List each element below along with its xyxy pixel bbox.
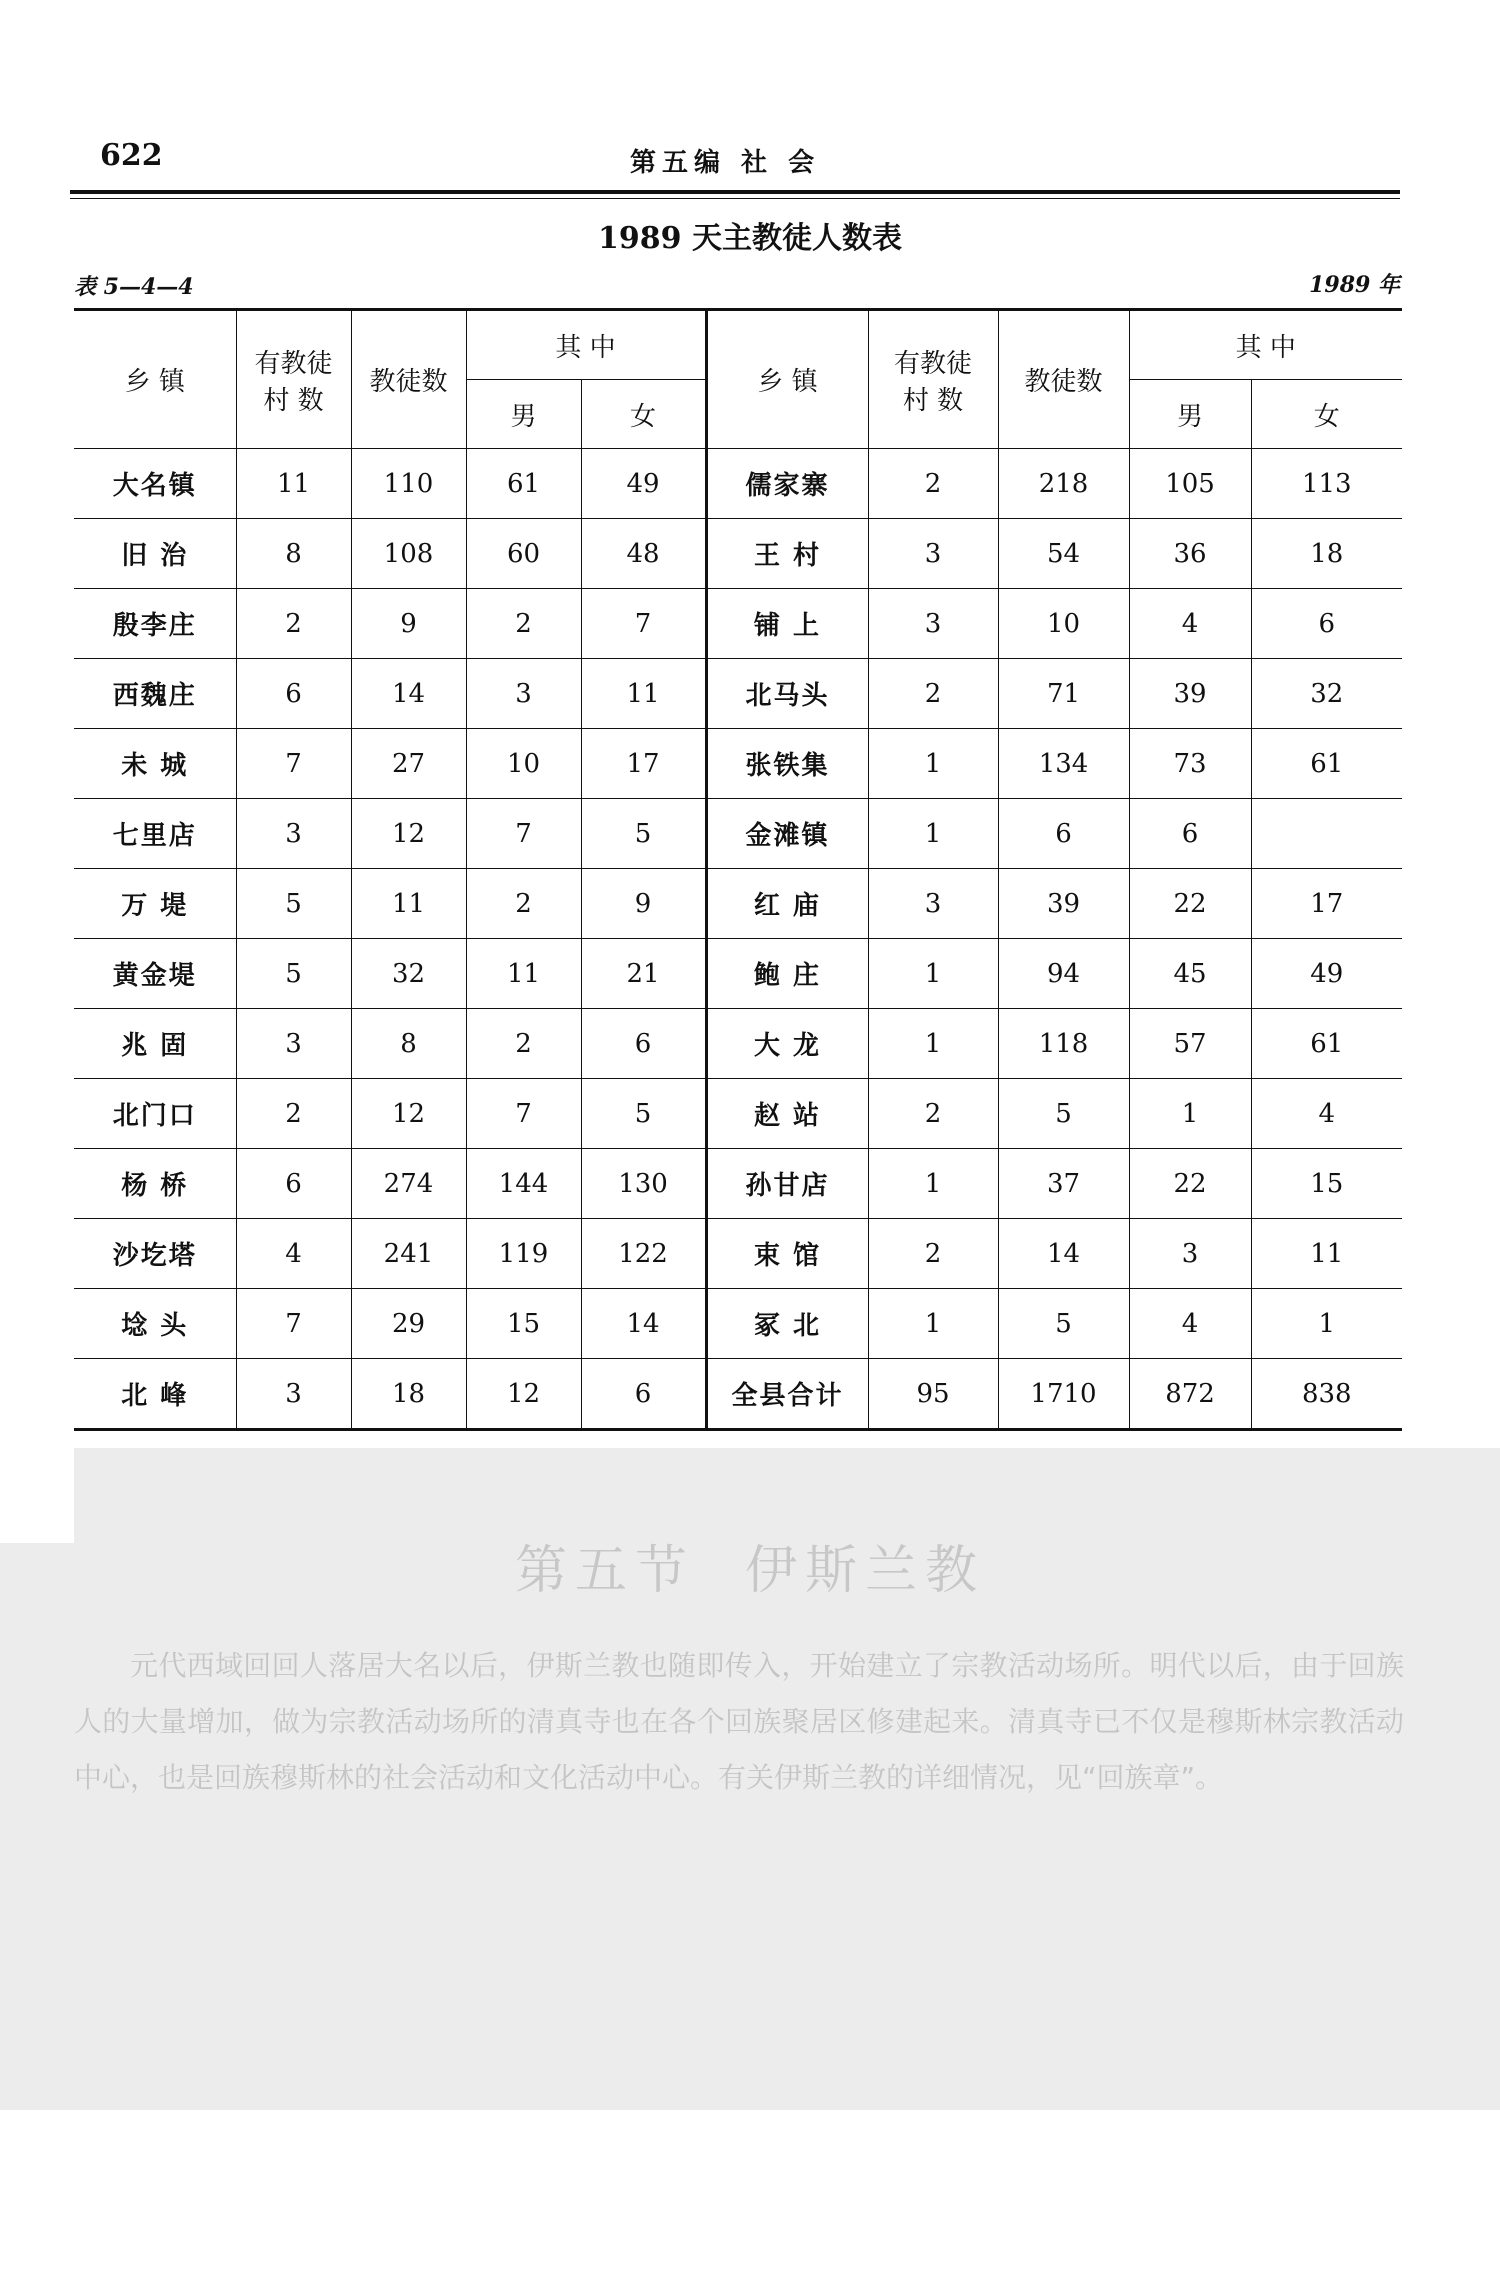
right-villages-cell: 2 [868,1079,998,1149]
left-male-cell: 10 [466,729,581,799]
right-female-cell: 838 [1251,1359,1402,1430]
left-male-cell: 61 [466,449,581,519]
left-believers-cell: 11 [351,869,466,939]
right-town-cell: 束 馆 [706,1219,868,1289]
right-believers-cell: 5 [998,1289,1129,1359]
table-row [74,1359,1402,1430]
table-row [74,799,1402,869]
left-female-cell: 5 [581,1079,706,1149]
right-male-cell: 3 [1129,1219,1251,1289]
right-believers-cell: 118 [998,1009,1129,1079]
header-rule-thin [70,198,1400,199]
catholic-population-table [74,308,1402,1431]
right-male-cell: 57 [1129,1009,1251,1079]
right-villages-cell: 2 [868,1219,998,1289]
right-female-cell: 49 [1251,939,1402,1009]
page-header [70,138,1400,188]
left-believers-cell: 32 [351,939,466,1009]
left-town-cell: 未 城 [74,729,236,799]
running-title: 第五编 社 会 [630,148,821,178]
table-title: 1989 天主教徒人数表 [598,221,902,256]
right-female-cell: 32 [1251,659,1402,729]
left-male-cell: 2 [466,589,581,659]
table-row [74,1219,1402,1289]
left-villages-cell: 6 [236,659,351,729]
table-year: 1989 年 [1309,272,1400,298]
table-row [74,869,1402,939]
header-female: 女 [581,380,706,449]
right-town-cell: 冢 北 [706,1289,868,1359]
left-villages-cell: 11 [236,449,351,519]
right-male-cell: 1 [1129,1079,1251,1149]
left-town-cell: 七里店 [74,799,236,869]
table-row [74,449,1402,519]
right-male-cell: 36 [1129,519,1251,589]
left-believers-cell: 14 [351,659,466,729]
right-villages-cell: 2 [868,449,998,519]
left-town-cell: 殷李庄 [74,589,236,659]
header-rule [70,190,1400,194]
right-villages-cell: 3 [868,869,998,939]
right-female-cell: 61 [1251,729,1402,799]
right-town-cell: 鲍 庄 [706,939,868,1009]
right-female-cell: 4 [1251,1079,1402,1149]
right-town-cell: 王 村 [706,519,868,589]
right-town-cell: 张铁集 [706,729,868,799]
left-female-cell: 6 [581,1359,706,1430]
header-town: 乡 镇 [74,310,236,449]
header-of-which: 其 中 [1129,310,1402,380]
header-villages-line2: 村 数 [263,385,324,416]
right-town-cell: 赵 站 [706,1079,868,1149]
table-row [74,659,1402,729]
table-row [74,589,1402,659]
left-believers-cell: 110 [351,449,466,519]
left-believers-cell: 27 [351,729,466,799]
left-believers-cell: 241 [351,1219,466,1289]
right-believers-cell: 37 [998,1149,1129,1219]
right-believers-cell: 5 [998,1079,1129,1149]
table-row [74,1009,1402,1079]
right-believers-cell: 71 [998,659,1129,729]
left-villages-cell: 6 [236,1149,351,1219]
header-male: 男 [1129,380,1251,449]
right-villages-cell: 3 [868,519,998,589]
right-female-cell: 18 [1251,519,1402,589]
right-villages-cell: 95 [868,1359,998,1430]
right-believers-cell: 54 [998,519,1129,589]
left-female-cell: 5 [581,799,706,869]
right-villages-cell: 1 [868,1289,998,1359]
header-villages-line2: 村 数 [902,385,964,416]
right-town-cell: 儒家寨 [706,449,868,519]
right-female-cell: 15 [1251,1149,1402,1219]
header-villages [236,310,351,449]
left-town-cell: 西魏庄 [74,659,236,729]
left-male-cell: 2 [466,869,581,939]
right-male-cell: 22 [1129,1149,1251,1219]
left-female-cell: 48 [581,519,706,589]
right-villages-cell: 1 [868,729,998,799]
table-row [74,1289,1402,1359]
left-male-cell: 144 [466,1149,581,1219]
header-female: 女 [1251,380,1402,449]
header-town: 乡 镇 [706,310,868,449]
left-believers-cell: 8 [351,1009,466,1079]
right-male-cell: 872 [1129,1359,1251,1430]
left-town-cell: 万 堤 [74,869,236,939]
left-male-cell: 119 [466,1219,581,1289]
left-town-cell: 埝 头 [74,1289,236,1359]
left-male-cell: 12 [466,1359,581,1430]
header-villages-line1: 有教徒 [254,348,333,379]
header-believers: 教徒数 [998,310,1129,449]
left-male-cell: 60 [466,519,581,589]
header-male: 男 [466,380,581,449]
left-believers-cell: 274 [351,1149,466,1219]
left-town-cell: 黄金堤 [74,939,236,1009]
left-villages-cell: 7 [236,729,351,799]
left-town-cell: 杨 桥 [74,1149,236,1219]
right-believers-cell: 218 [998,449,1129,519]
right-male-cell: 4 [1129,589,1251,659]
right-believers-cell: 10 [998,589,1129,659]
right-female-cell: 1 [1251,1289,1402,1359]
right-villages-cell: 1 [868,799,998,869]
left-female-cell: 9 [581,869,706,939]
left-villages-cell: 7 [236,1289,351,1359]
left-town-cell: 北 峰 [74,1359,236,1430]
right-town-cell: 北马头 [706,659,868,729]
left-villages-cell: 3 [236,799,351,869]
table-body [74,449,1402,1430]
header-villages-line1: 有教徒 [894,348,973,379]
left-believers-cell: 12 [351,799,466,869]
left-female-cell: 122 [581,1219,706,1289]
right-believers-cell: 134 [998,729,1129,799]
table-row [74,1149,1402,1219]
left-female-cell: 17 [581,729,706,799]
left-believers-cell: 108 [351,519,466,589]
section-heading [0,1528,1500,1603]
right-believers-cell: 1710 [998,1359,1129,1430]
right-male-cell: 39 [1129,659,1251,729]
header-of-which: 其 中 [466,310,706,380]
section-body-paragraph: 元代西域回回人落居大名以后，伊斯兰教也随即传入，开始建立了宗教活动场所。明代以后，由于回族人的大量增加，做为宗教活动场所的清真寺也在各个回族聚居区修建起来。清真寺已不仅是穆斯林宗教活动中心，也是回族穆斯林的社会活动和文化活动中心。有关伊斯兰教的详细情况，见“回族章”。 [74,1649,1404,1794]
faded-section-background-left [0,1543,74,2110]
section-heading-number: 第五节 [514,1541,695,1601]
left-female-cell: 6 [581,1009,706,1079]
table-row [74,519,1402,589]
left-town-cell: 大名镇 [74,449,236,519]
left-female-cell: 130 [581,1149,706,1219]
left-male-cell: 2 [466,1009,581,1079]
left-male-cell: 3 [466,659,581,729]
left-male-cell: 15 [466,1289,581,1359]
right-female-cell [1251,799,1402,869]
table-row [74,729,1402,799]
left-believers-cell: 12 [351,1079,466,1149]
right-male-cell: 73 [1129,729,1251,799]
right-female-cell: 17 [1251,869,1402,939]
right-believers-cell: 14 [998,1219,1129,1289]
right-male-cell: 22 [1129,869,1251,939]
right-town-cell: 铺 上 [706,589,868,659]
left-town-cell: 旧 治 [74,519,236,589]
left-villages-cell: 8 [236,519,351,589]
table-row [74,1079,1402,1149]
left-female-cell: 7 [581,589,706,659]
left-villages-cell: 5 [236,939,351,1009]
table-row [74,939,1402,1009]
right-town-cell: 全县合计 [706,1359,868,1430]
left-believers-cell: 18 [351,1359,466,1430]
left-town-cell: 兆 固 [74,1009,236,1079]
right-female-cell: 6 [1251,589,1402,659]
right-believers-cell: 6 [998,799,1129,869]
right-villages-cell: 1 [868,1149,998,1219]
right-town-cell: 大 龙 [706,1009,868,1079]
right-believers-cell: 39 [998,869,1129,939]
left-villages-cell: 3 [236,1359,351,1430]
left-believers-cell: 29 [351,1289,466,1359]
header-villages [868,310,998,449]
left-town-cell: 沙圪塔 [74,1219,236,1289]
right-town-cell: 红 庙 [706,869,868,939]
left-town-cell: 北门口 [74,1079,236,1149]
right-town-cell: 孙甘店 [706,1149,868,1219]
right-villages-cell: 1 [868,1009,998,1079]
left-female-cell: 14 [581,1289,706,1359]
left-female-cell: 49 [581,449,706,519]
section-heading-title: 伊斯兰教 [745,1541,986,1601]
right-female-cell: 61 [1251,1009,1402,1079]
right-female-cell: 113 [1251,449,1402,519]
left-male-cell: 7 [466,1079,581,1149]
left-villages-cell: 2 [236,589,351,659]
left-villages-cell: 2 [236,1079,351,1149]
right-villages-cell: 2 [868,659,998,729]
right-female-cell: 11 [1251,1219,1402,1289]
left-villages-cell: 5 [236,869,351,939]
right-town-cell: 金滩镇 [706,799,868,869]
header-believers: 教徒数 [351,310,466,449]
right-villages-cell: 1 [868,939,998,1009]
left-villages-cell: 4 [236,1219,351,1289]
right-male-cell: 4 [1129,1289,1251,1359]
right-believers-cell: 94 [998,939,1129,1009]
table-id: 表 5—4—4 [74,274,194,300]
left-female-cell: 21 [581,939,706,1009]
right-male-cell: 45 [1129,939,1251,1009]
left-female-cell: 11 [581,659,706,729]
left-villages-cell: 3 [236,1009,351,1079]
left-male-cell: 11 [466,939,581,1009]
right-male-cell: 6 [1129,799,1251,869]
left-male-cell: 7 [466,799,581,869]
right-male-cell: 105 [1129,449,1251,519]
page-number: 622 [100,138,163,173]
left-believers-cell: 9 [351,589,466,659]
right-villages-cell: 3 [868,589,998,659]
